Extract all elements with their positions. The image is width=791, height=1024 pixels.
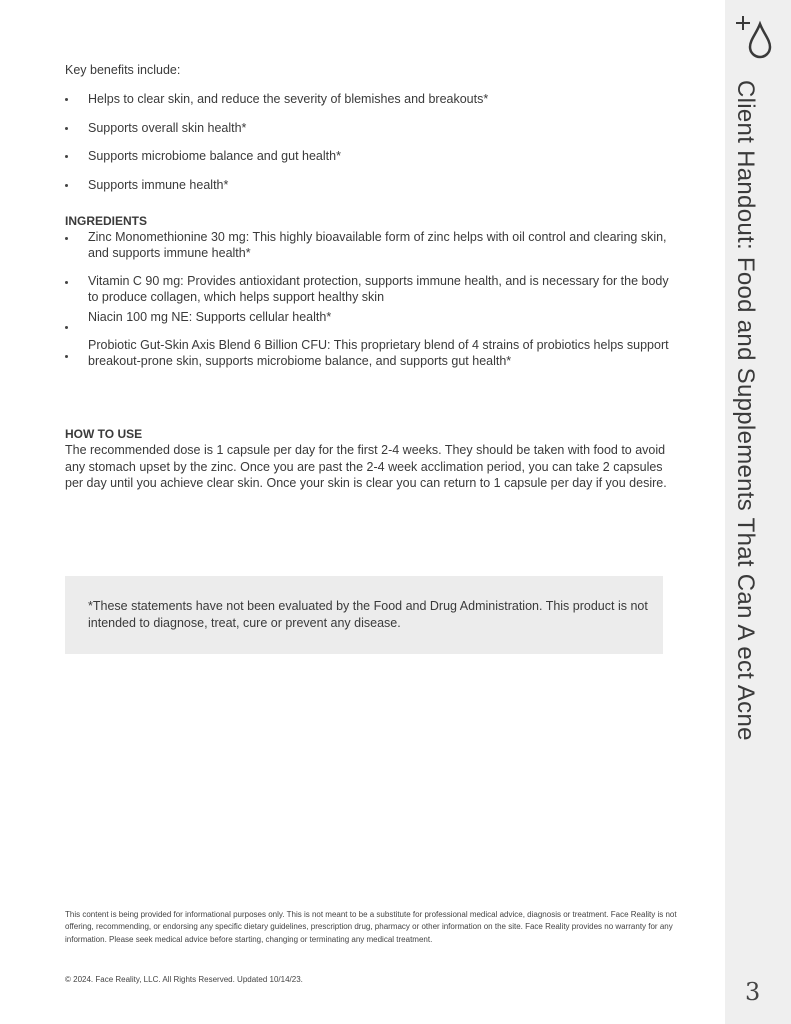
ingredient-text: Probiotic Gut-Skin Axis Blend 6 Billion CFU: This proprietary blend of 4 strains of probiotics helps support breakout-prone skin, supports microbiome balance, and supports gut health* bbox=[88, 338, 669, 368]
how-to-use-text: The recommended dose is 1 capsule per day for the first 2-4 weeks. They should be taken with food to avoid any stomach upset by the zinc. Once you are past the 2-4 week acclimation period, you can take 2 capsules per day until you achieve clear skin. Once your skin is clear you can return to 1 capsule per day if you desire. bbox=[65, 443, 667, 490]
list-item bbox=[65, 230, 670, 261]
list-item bbox=[65, 274, 670, 305]
benefit-text: Supports overall skin health* bbox=[88, 120, 247, 135]
benefit-text: Helps to clear skin, and reduce the severity of blemishes and breakouts* bbox=[88, 92, 489, 106]
bullet-icon bbox=[65, 98, 68, 101]
list-item bbox=[65, 178, 685, 193]
benefits-intro: Key benefits include: bbox=[65, 63, 181, 77]
ingredients-heading: INGREDIENTS bbox=[65, 214, 148, 228]
list-item bbox=[65, 338, 670, 369]
list-item bbox=[65, 121, 685, 136]
bullet-icon bbox=[65, 326, 68, 329]
bullet-icon bbox=[65, 237, 68, 240]
benefit-text: Supports immune health* bbox=[88, 177, 229, 192]
how-to-use-heading: HOW TO USE bbox=[65, 427, 143, 441]
bullet-icon bbox=[65, 127, 68, 130]
disclaimer-text: *These statements have not been evaluated by the Food and Drug Administration. This product is not intended to diagnose, treat, cure or prevent any disease. bbox=[88, 599, 648, 630]
handout-title: Client Handout: Food and Supplements That Can A ect Acne bbox=[732, 80, 759, 741]
bullet-icon bbox=[65, 281, 68, 284]
ingredient-text: Zinc Monomethionine 30 mg: This highly bioavailable form of zinc helps with oil control and clearing skin, and supports immune health* bbox=[88, 230, 667, 260]
bullet-icon bbox=[65, 155, 68, 158]
copyright: © 2024. Face Reality, LLC. All Rights Reserved. Updated 10/14/23. bbox=[65, 975, 303, 984]
ingredient-text: Niacin 100 mg NE: Supports cellular health* bbox=[88, 310, 332, 324]
footer-note: This content is being provided for informational purposes only. This is not meant to be a substitute for professional medical advice, diagnosis or treatment. Face Reality is not offering, recommending, or endorsing any specific dietary guidelines, prescription drug, pharmacy or other information on the site. Face Reality provides no warranty for any information. Please seek medical advice before starting, changing or terminating any medical treatment. bbox=[65, 910, 677, 944]
bullet-icon bbox=[65, 355, 68, 358]
bullet-icon bbox=[65, 184, 68, 187]
benefit-text: Supports microbiome balance and gut health* bbox=[88, 149, 341, 163]
list-item bbox=[65, 92, 685, 107]
ingredient-text: Vitamin C 90 mg: Provides antioxidant protection, supports immune health, and is necessary for the body to produce collagen, which helps support healthy skin bbox=[88, 274, 669, 304]
list-item bbox=[65, 310, 670, 326]
page-number: 3 bbox=[745, 978, 761, 1006]
disclaimer-box bbox=[65, 576, 663, 654]
drop-plus-icon bbox=[735, 12, 775, 62]
list-item bbox=[65, 149, 685, 164]
benefits-list bbox=[65, 92, 685, 206]
